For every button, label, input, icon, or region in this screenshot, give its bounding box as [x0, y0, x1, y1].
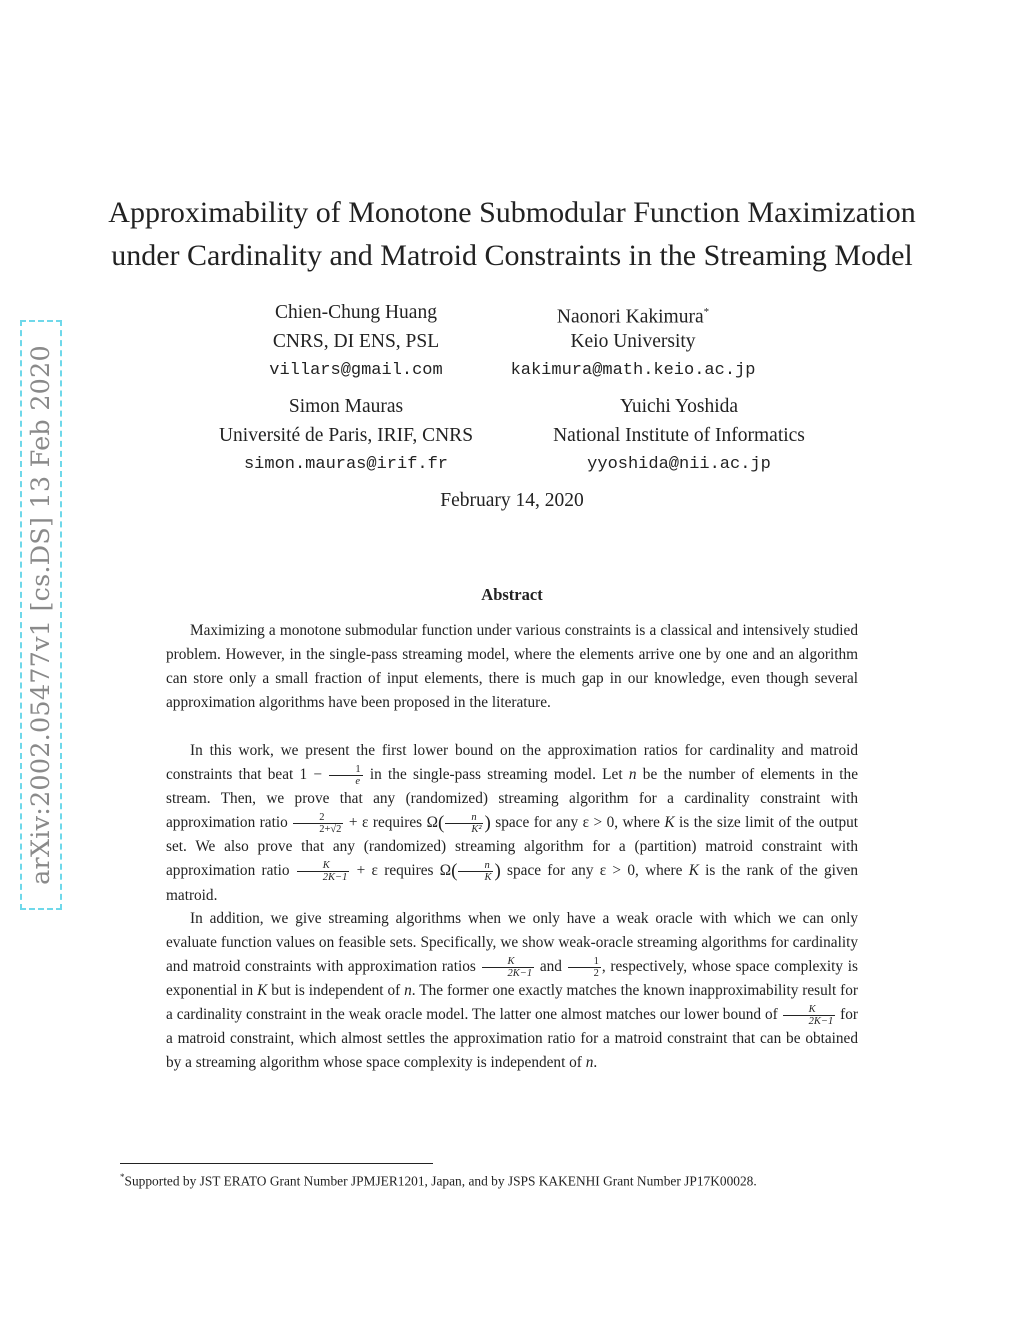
text-run: but is independent of: [267, 982, 405, 999]
math-variable: n: [585, 1054, 594, 1071]
text-run: in the single-pass streaming model. Let: [363, 766, 629, 783]
footnote-marker: *: [703, 306, 710, 318]
fraction-denominator: 2: [593, 967, 599, 979]
fraction-denominator: K: [484, 872, 492, 884]
fraction-one-half: [568, 956, 601, 979]
fraction-weak-cardinality: [482, 956, 535, 979]
fraction-numerator: 1: [568, 956, 601, 968]
math-variable: K: [664, 814, 675, 831]
paren-open: (: [437, 812, 445, 834]
paper-date: February 14, 2020: [440, 490, 584, 511]
title-line-2: under Cardinality and Matroid Constraints in the Streaming Model: [111, 239, 913, 272]
author-email[interactable]: kakimura@math.keio.ac.jp: [510, 361, 756, 380]
fraction-numerator: K: [783, 1004, 836, 1016]
author-block-yoshida: [509, 392, 849, 479]
text-run: + ε requires Ω: [350, 862, 452, 880]
author-block-kakimura: [463, 298, 803, 385]
fraction-numerator: 1: [329, 764, 362, 776]
text-run: space for any ε > 0, where: [490, 814, 665, 831]
paren-close: ): [484, 812, 491, 834]
abstract-paragraph-3: [166, 907, 858, 1075]
fraction-space-bound: [445, 812, 483, 835]
text-run: , respectively, whose space complexity is exponential in: [166, 958, 858, 999]
text-run: for a matroid constraint, which almost settles the approximation ratio for a matroid constraint that can be obtained by a streaming algorithm whose space complexity is independent of: [166, 1006, 858, 1071]
math-variable: K: [257, 982, 268, 999]
text-run: + ε requires Ω: [344, 814, 438, 831]
fraction-denominator: 2K−1: [507, 967, 533, 979]
fraction-denominator: 2K−1: [322, 872, 348, 884]
author-name: Simon Mauras: [288, 396, 404, 417]
author-email[interactable]: yyoshida@nii.ac.jp: [587, 455, 771, 474]
text-run: In this work, we present the first lower bound on the approximation ratios for cardinality and matroid constraints that beat 1 −: [166, 742, 858, 783]
abstract-paragraph-2: [166, 739, 858, 908]
fraction-denominator: e: [355, 775, 361, 787]
fraction-denominator: 2K−1: [808, 1015, 834, 1027]
footnote-text: Supported by JST ERATO Grant Number JPMJER1201, Japan, and by JSPS KAKENHI Grant Number JP17K00028.: [124, 1173, 757, 1189]
author-block-mauras: [176, 392, 516, 479]
author-affiliation: Keio University: [570, 331, 696, 352]
text-run: be the number of elements in the stream. Then, we prove that any (randomized) streaming algorithm for a cardinality constraint with approximation ratio: [166, 766, 858, 831]
author-name: Naonori Kakimura: [556, 306, 704, 328]
footnote: [120, 1166, 904, 1192]
footnote-marker: *: [120, 1172, 125, 1182]
math-variable: n: [628, 766, 637, 783]
paper-title: [0, 191, 1024, 277]
fraction-matroid-ratio: [297, 860, 350, 883]
fraction-cardinality-ratio: [293, 812, 343, 835]
math-variable: K: [688, 862, 699, 880]
text-run: and: [535, 958, 567, 975]
fraction-numerator: K: [297, 860, 350, 872]
math-variable: n: [404, 982, 412, 999]
fraction-denominator: K²: [471, 823, 482, 835]
author-email[interactable]: villars@gmail.com: [269, 361, 443, 380]
author-affiliation: Université de Paris, IRIF, CNRS: [218, 425, 474, 446]
text-run: In addition, we give streaming algorithms when we only have a weak oracle with which we can only evaluate function values on feasible sets. Specifically, we show weak-oracle streaming algorithms for cardinality and matroid constraints with approximation ratios: [166, 910, 858, 975]
fraction-lower-bound: [783, 1004, 836, 1027]
abstract-text: [166, 907, 858, 1075]
text-run: .: [593, 1054, 598, 1071]
abstract-text: [166, 739, 858, 908]
fraction-space-bound-matroid: [458, 860, 493, 883]
fraction-numerator: n: [445, 812, 483, 824]
paren-close: ): [494, 860, 501, 882]
fraction-numerator: n: [458, 860, 493, 872]
author-affiliation: National Institute of Informatics: [553, 425, 805, 446]
footnote-divider: [120, 1163, 433, 1164]
arxiv-sidebar-stamp: [20, 320, 62, 910]
abstract-heading: Abstract: [481, 585, 543, 604]
fraction-numerator: 2: [293, 812, 343, 824]
author-email[interactable]: simon.mauras@irif.fr: [243, 455, 449, 474]
arxiv-identifier: arXiv:2002.05477v1 [cs.DS] 13 Feb 2020: [26, 345, 56, 885]
author-name: Chien-Chung Huang: [275, 302, 437, 323]
abstract-text: Maximizing a monotone submodular function under various constraints is a classical and intensively studied problem. However, in the single-pass streaming model, where the elements arrive one by one and an algorithm can store only a small fraction of input elements, there is much gap in our knowledge, even though several approximation algorithms have been proposed in the literature.: [166, 622, 858, 711]
title-line-1: Approximability of Monotone Submodular Function Maximization: [108, 196, 916, 229]
text-run: is the size limit of the output set. We also prove that any (randomized) streaming algorithm for a (partition) matroid constraint with approximation ratio: [166, 814, 858, 880]
text-run: space for any ε > 0, where: [500, 862, 689, 880]
fraction-one-over-e: [329, 764, 362, 787]
text-run: is the rank of the given matroid.: [166, 862, 858, 904]
author-affiliation: CNRS, DI ENS, PSL: [272, 331, 440, 352]
text-run: . The former one exactly matches the known inapproximability result for a cardinality constraint in the weak oracle model. The latter one almost matches our lower bound of: [166, 982, 858, 1023]
abstract-paragraph-1: [166, 619, 858, 715]
author-name-line: [463, 298, 803, 327]
paren-open: (: [451, 860, 458, 882]
fraction-numerator: K: [482, 956, 535, 968]
fraction-denominator: 2+√2: [319, 823, 342, 835]
author-name: Yuichi Yoshida: [619, 396, 739, 417]
